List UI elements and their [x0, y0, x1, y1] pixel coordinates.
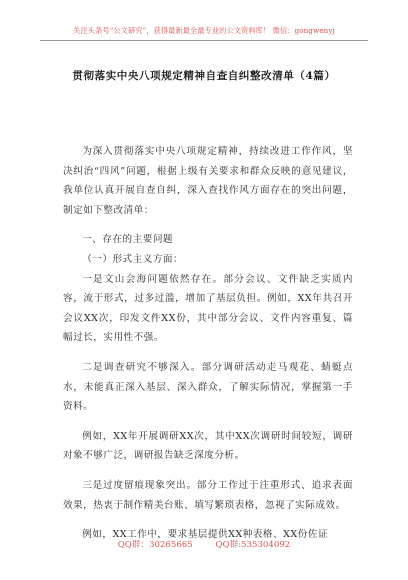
- paragraph-item-3: 三是过度留痕现象突出。部分工作过于注重形式、追求表面效果，热衷于制作精美台账、填写繁琐表格，忽视了实际成效。: [63, 479, 353, 511]
- header-divider: [40, 40, 368, 41]
- footer-qq-group-2: QQ群:535304092: [215, 540, 291, 550]
- paragraph-example-3: 例如，XX工作中，要求基层提供XX种表格、XX份佐证: [82, 529, 329, 541]
- paragraph-item-1: 一是文山会海问题依然存在。部分会议、文件缺乏实质内容，流于形式，过多过滥，增加了基层负担。例如，XX年共召开会议XX次，印发文件XX份，其中部分会议、文件内容重复、篇幅过长，实用性不强。: [63, 273, 353, 344]
- document-title: 贯彻落实中央八项规定精神自查自纠整改清单（4篇）: [72, 70, 336, 82]
- paragraph-item-2: 二是调查研究不够深入。部分调研活动走马观花、蜻蜓点水，未能真正深入基层、深入群众，了解实际情况，掌握第一手资料。: [63, 361, 353, 413]
- footer-qq-group-1: QQ群：30265665: [117, 540, 193, 550]
- document-body: [63, 142, 353, 555]
- footer-contact: [0, 538, 408, 550]
- section-heading: 一、存在的主要问题: [82, 234, 174, 246]
- header-notice: 关注头条号“公文研究”，获得最新最全最专业的公文资料库！ 微信：gongwenyj: [73, 26, 335, 35]
- paragraph-intro: 为深入贯彻落实中央八项规定精神，持续改进工作作风，坚决纠治“四风”问题，根据上级有关要求和群众反映的意见建议，我单位认真开展自查自纠，深入查找作风方面存在的突出问题，制定如下整改清单：: [63, 146, 353, 216]
- subsection-heading: （一）形式主义方面：: [82, 253, 184, 265]
- paragraph-example-2: 例如，XX年开展调研XX次，其中XX次调研时间较短，调研对象不够广泛，调研报告缺乏深度分析。: [63, 430, 353, 462]
